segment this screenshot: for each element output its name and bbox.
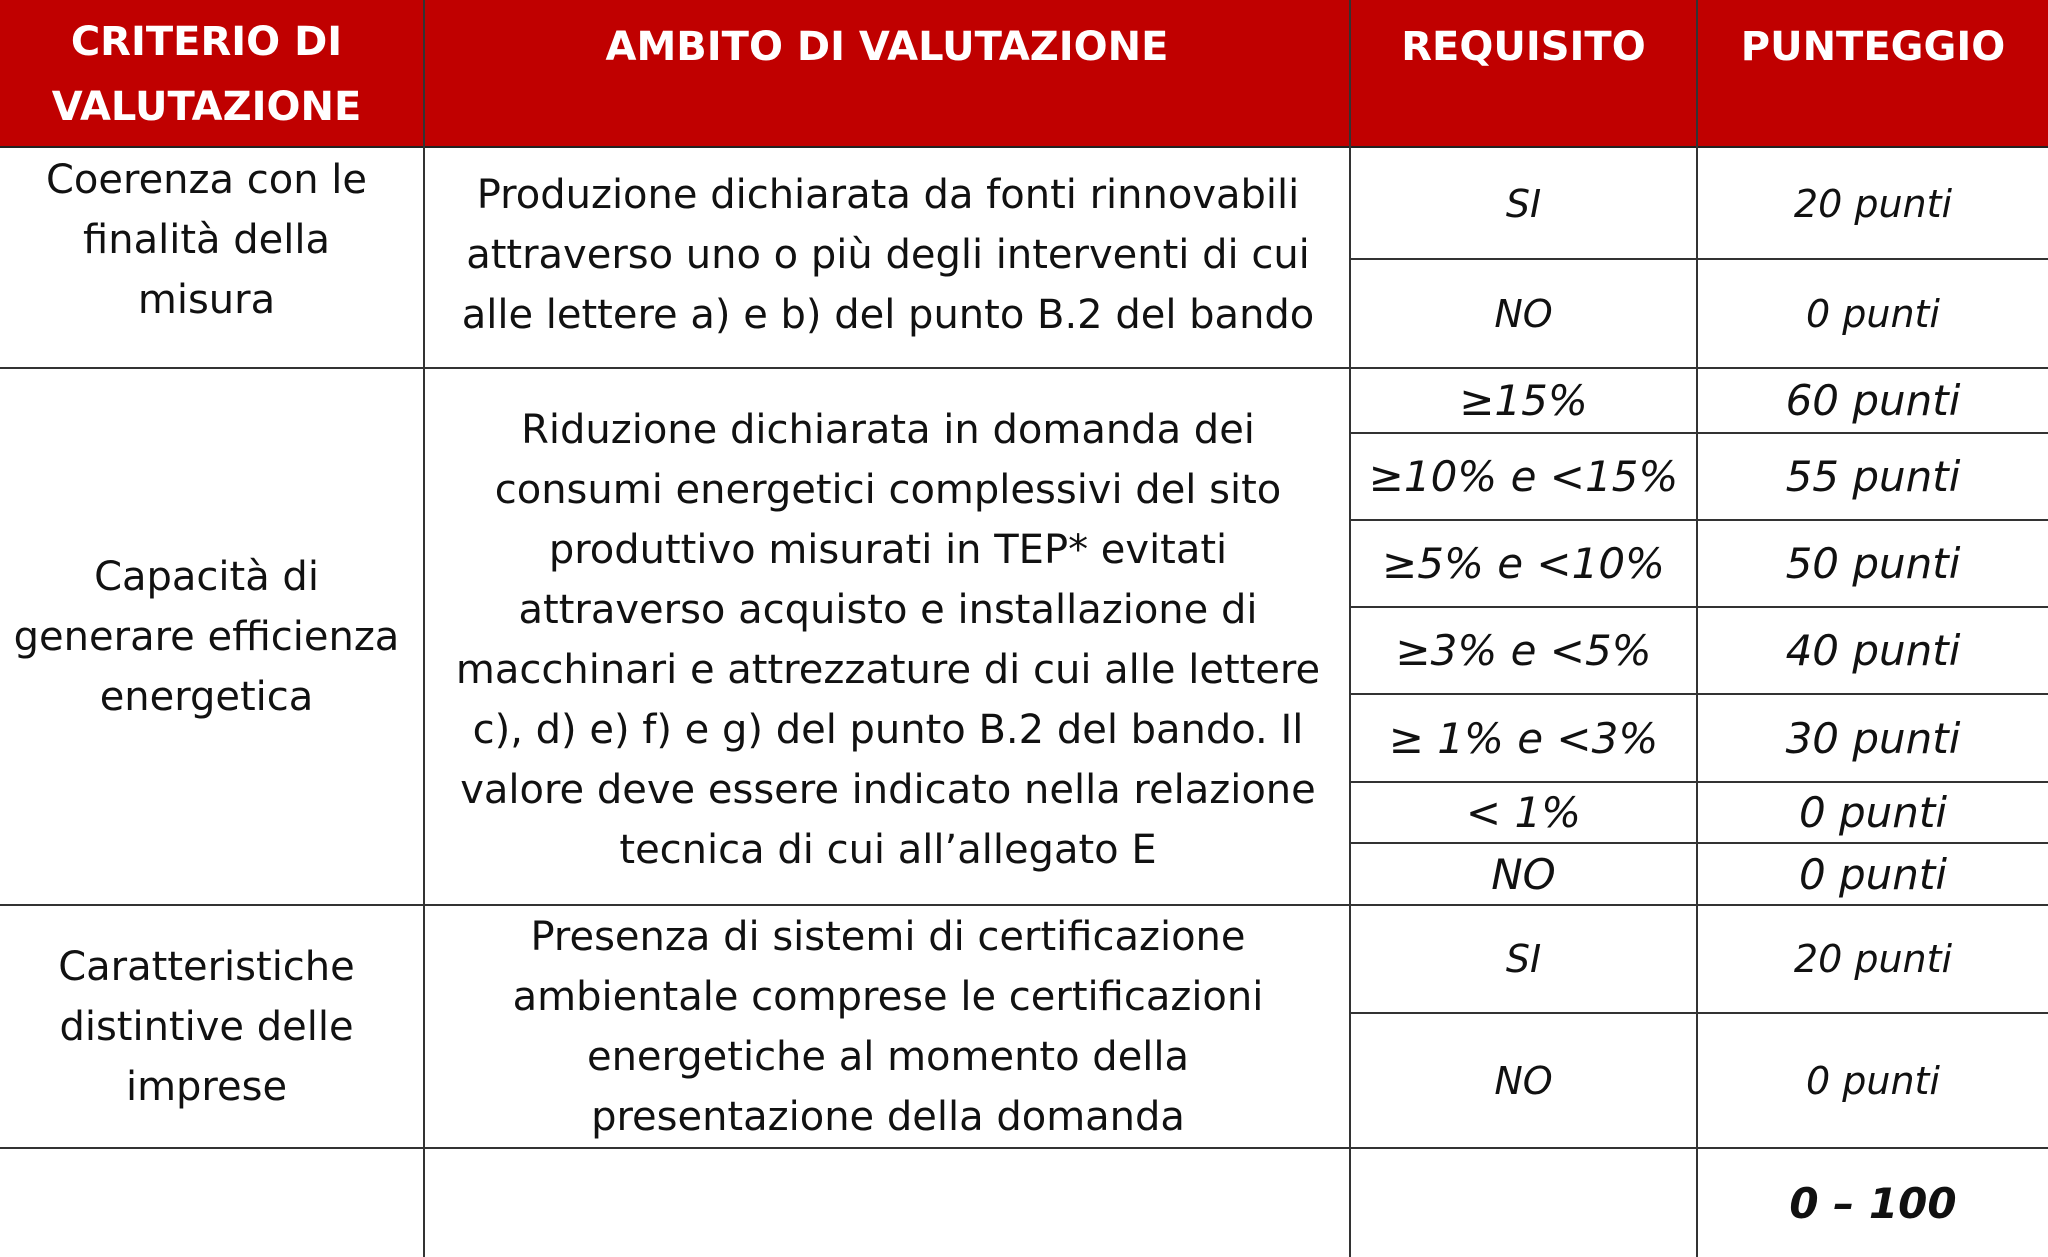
requisito-cell: ≥ 1% e <3% [1388,713,1659,763]
punteggio-cell: 30 punti [1785,713,1961,763]
header-requisito: REQUISITO [1401,24,1646,70]
punteggio-cell: 55 punti [1785,452,1961,501]
ambito-cell: Produzione dichiarata da fonti rinnovabili attraverso uno o più degli interventi di cui alle lettere a) e b) del punto B.2 del bando [461,172,1315,338]
criterio-cell: Capacità di generare efficienza energetica [13,553,400,720]
header-ambito: AMBITO DI VALUTAZIONE [605,24,1169,70]
header-criterio: CRITERIO DI VALUTAZIONE [51,19,362,130]
requisito-cell: < 1% [1465,788,1582,837]
requisito-cell: SI [1505,182,1542,226]
punteggio-cell: 60 punti [1785,376,1961,425]
punteggio-cell: 0 punti [1798,849,1948,899]
punteggio-cell: 20 punti [1793,182,1953,226]
punteggio-cell: 20 punti [1793,937,1953,981]
requisito-cell: ≥5% e <10% [1382,539,1665,588]
criterio-cell: Coerenza con le finalità della misura [45,157,367,323]
requisito-cell: ≥10% e <15% [1368,452,1679,501]
requisito-cell: NO [1494,291,1553,336]
column-divider [423,0,425,1257]
requisito-cell: ≥15% [1459,376,1588,425]
requisito-cell: ≥3% e <5% [1395,626,1652,675]
requisito-cell: SI [1505,937,1542,981]
header-punteggio: PUNTEGGIO [1740,24,2006,70]
punteggio-cell: 40 punti [1785,626,1961,675]
punteggio-cell: 0 punti [1805,291,1940,336]
ambito-cell: Riduzione dichiarata in domanda dei consumi energetici complessivi del sito produttivo misurati in TEP* evitati attraverso acquisto e installazione di macchinari e attrezzature di cui alle lettere c), d) e) f) e g) del punto B.2 del bando. Il valore deve essere indicato nella relazione tecnica di cui all’allegato E [455,407,1321,873]
punteggio-cell: 50 punti [1785,539,1961,588]
criterio-cell: Caratteristiche distintive delle imprese [58,943,355,1110]
total-score: 0 – 100 [1789,1178,1957,1228]
requisito-cell: NO [1491,849,1556,899]
punteggio-cell: 0 punti [1805,1058,1940,1103]
ambito-cell: Presenza di sistemi di certificazione ambientale comprese le certificazioni energetiche al momento della presentazione della domanda [512,913,1264,1140]
requisito-cell: NO [1494,1058,1553,1103]
punteggio-cell: 0 punti [1798,788,1948,837]
